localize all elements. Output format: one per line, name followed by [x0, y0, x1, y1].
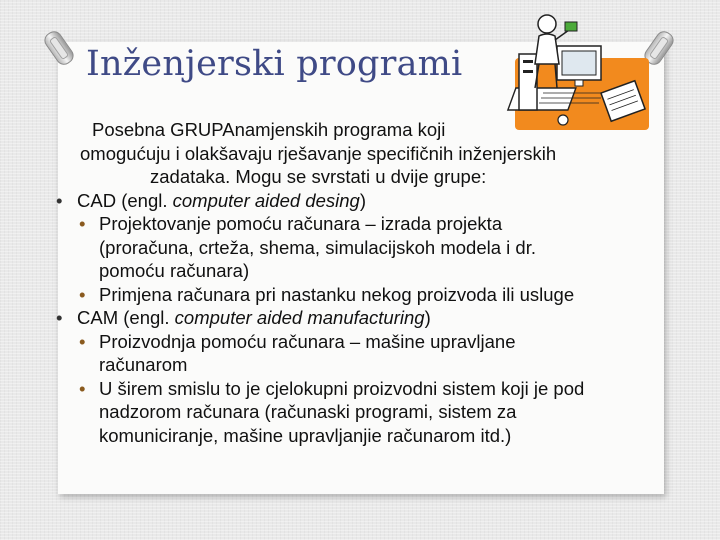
slide-title: Inženjerski programi	[86, 44, 463, 84]
cam-term: computer aided manufacturing	[174, 307, 425, 328]
intro-line: zadataka. Mogu se svrstati u dvije grupe:	[150, 166, 487, 187]
sub-bullet-continuation: nadzorom računara (računaski programi, sistem za	[99, 401, 517, 422]
cad-prefix: CAD (engl.	[77, 189, 173, 211]
sub-bullet	[50, 330, 690, 354]
sub-bullet-text: Projektovanje pomoću računara – izrada projekta	[99, 213, 503, 234]
bullet-icon: •	[79, 330, 86, 352]
cad-suffix: )	[359, 189, 366, 211]
bullet-icon: •	[79, 377, 86, 399]
intro-paragraph	[50, 118, 690, 189]
intro-line: omogućuju i olakšavaju rješavanje specifičnih inženjerskih	[80, 142, 557, 164]
bullet-icon: •	[56, 189, 63, 211]
sub-bullet	[50, 377, 690, 401]
sub-bullet	[50, 212, 690, 236]
cam-suffix: )	[424, 307, 431, 328]
sub-bullet-text: Proizvodnja pomoću računara – mašine upravljane	[99, 330, 516, 352]
bullet-cad	[50, 189, 690, 213]
sub-bullet-continuation: (proračuna, crteža, shema, simulacijskoh modela i dr.	[99, 236, 536, 258]
sub-bullet-continuation: pomoću računara)	[99, 260, 250, 281]
cad-term: computer aided desing	[172, 189, 360, 211]
sub-bullet-text: U širem smislu to je cjelokupni proizvodni sistem koji je pod	[99, 377, 585, 399]
sub-bullet-text: Primjena računara pri nastanku nekog proizvoda ili usluge	[99, 283, 575, 305]
slide-body	[50, 118, 690, 447]
cam-prefix: CAM (engl.	[77, 307, 175, 328]
bullet-icon: •	[79, 283, 86, 305]
sub-bullet-continuation: komuniciranje, mašine upravljanjie računarom itd.)	[99, 424, 512, 446]
sub-bullet-continuation: računarom	[99, 354, 188, 375]
bullet-icon: •	[79, 213, 86, 234]
bullet-icon: •	[56, 307, 63, 328]
bullet-cam	[50, 306, 690, 330]
sub-bullet	[50, 283, 690, 307]
intro-line: Posebna GRUPAnamjenskih programa koji	[92, 119, 446, 140]
